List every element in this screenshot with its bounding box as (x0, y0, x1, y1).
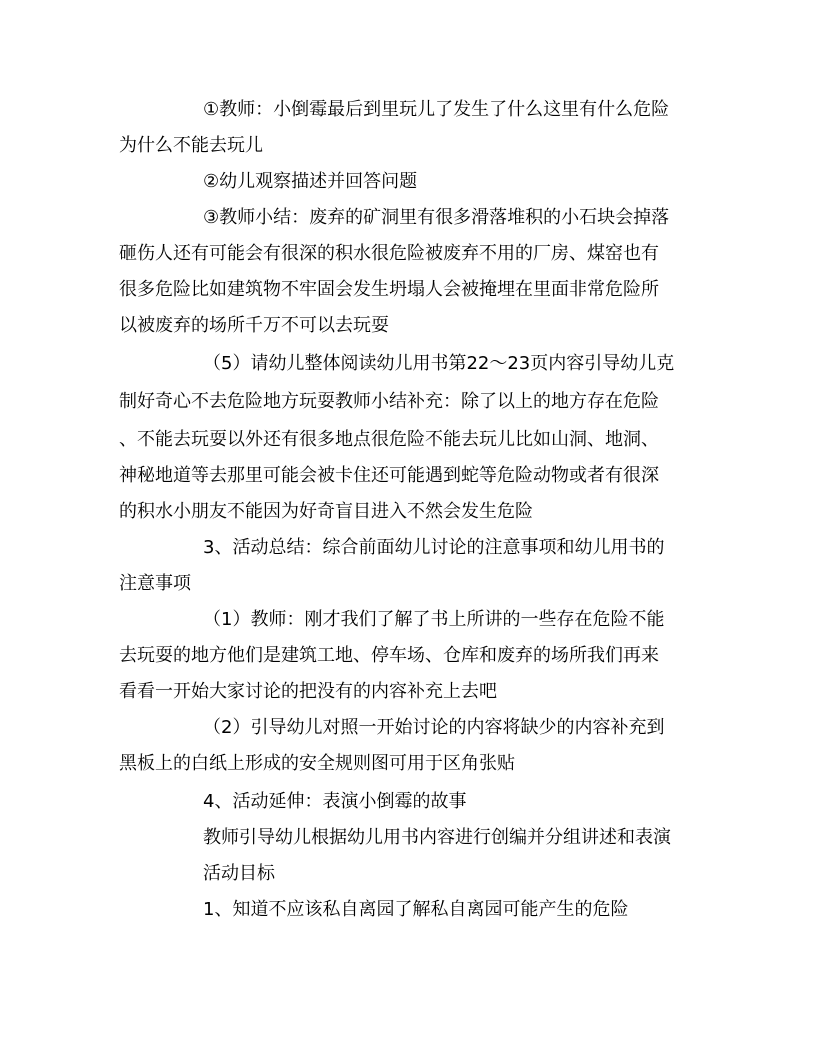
text-line: 的积水小朋友不能因为好奇盲目进入不然会发生危险 (119, 501, 533, 522)
text-line: 4、活动延伸：表演小倒霉的故事 (203, 791, 467, 812)
text-line: （2）引导幼儿对照一开始讨论的内容将缺少的内容补充到 (203, 717, 665, 738)
text-line: ③教师小结：废弃的矿洞里有很多滑落堆积的小石块会掉落 (203, 207, 670, 228)
text-line: 看看一开始大家讨论的把没有的内容补充上去吧 (119, 681, 497, 702)
text-line: 制好奇心不去危险地方玩耍教师小结补充：除了以上的地方存在危险 (119, 391, 659, 412)
text-line: 教师引导幼儿根据幼儿用书内容进行创编并分组讲述和表演 (203, 827, 671, 848)
text-line: 1、知道不应该私自离园了解私自离园可能产生的危险 (203, 899, 629, 920)
text-line: 砸伤人还有可能会有很深的积水很危险被废弃不用的厂房、煤窑也有 (119, 243, 659, 264)
text-line: 活动目标 (203, 863, 275, 884)
text-line: 、不能去玩耍以外还有很多地点很危险不能去玩儿比如山洞、地洞、 (119, 429, 659, 450)
text-line: 神秘地道等去那里可能会被卡住还可能遇到蛇等危险动物或者有很深 (119, 465, 659, 486)
text-line: （5）请幼儿整体阅读幼儿用书第22～23页内容引导幼儿克 (203, 353, 675, 374)
text-line: 3、活动总结：综合前面幼儿讨论的注意事项和幼儿用书的 (203, 537, 665, 558)
text-line: （1）教师：刚才我们了解了书上所讲的一些存在危险不能 (203, 609, 665, 630)
text-line: 很多危险比如建筑物不牢固会发生坍塌人会被掩埋在里面非常危险所 (119, 279, 659, 300)
text-line: 为什么不能去玩儿 (119, 135, 263, 156)
text-line: ②幼儿观察描述并回答问题 (203, 171, 418, 192)
text-line: 黑板上的白纸上形成的安全规则图可用于区角张贴 (119, 753, 515, 774)
text-line: ①教师：小倒霉最后到里玩儿了发生了什么这里有什么危险 (203, 99, 670, 120)
text-line: 去玩耍的地方他们是建筑工地、停车场、仓库和废弃的场所我们再来 (119, 645, 659, 666)
text-line: 注意事项 (119, 573, 191, 594)
text-line: 以被废弃的场所千万不可以去玩耍 (119, 315, 389, 336)
